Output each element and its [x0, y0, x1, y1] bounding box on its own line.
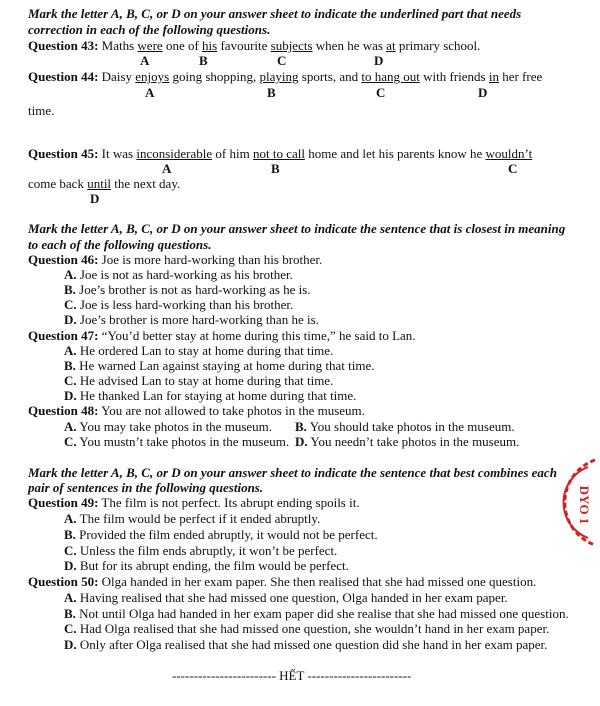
section1-instruction-line2: correction in each of the following questions. [28, 22, 271, 37]
question-44-continuation: time. [28, 103, 55, 118]
option-d: D. You needn’t take photos in the museum. [295, 434, 520, 449]
option-d: D. But for its abrupt ending, the film would be perfect. [64, 558, 349, 573]
option-c: C. Joe is less hard-working than his brother. [64, 297, 294, 312]
question-label: Question 46: [28, 252, 99, 267]
option-c: C. You mustn’t take photos in the museum. [64, 434, 290, 449]
question-50: Question 50: Olga handed in her exam paper. She then realised that she had missed one question. [28, 574, 537, 589]
option-a-underlined: inconsiderable [136, 146, 213, 161]
question-label: Question 44: [28, 69, 99, 84]
option-b-underlined: not to call [252, 146, 305, 161]
option-d-underlined: at [386, 38, 396, 53]
question-label: Question 45: [28, 146, 99, 161]
footer-end-marker: ------------------------ HẾT ------------------------ [172, 668, 412, 683]
letter-b: B [267, 85, 276, 100]
option-a: A. Having realised that she had missed one question, Olga handed in her exam paper. [64, 590, 508, 605]
question-label: Question 48: [28, 403, 99, 418]
letter-a: A [162, 161, 172, 176]
red-stamp [540, 455, 600, 550]
letter-b: B [271, 161, 280, 176]
option-a: A. He ordered Lan to stay at home during that time. [64, 343, 334, 358]
question-label: Question 47: [28, 328, 99, 343]
option-a: A. You may take photos in the museum. [64, 419, 273, 434]
option-b: B. Provided the film ended abruptly, it would not be perfect. [64, 527, 378, 542]
option-d-underlined: in [488, 69, 499, 84]
option-b: B. He warned Lan against staying at home during that time. [64, 358, 375, 373]
option-b: B. You should take photos in the museum. [295, 419, 515, 434]
option-d-underlined: until [87, 176, 112, 191]
question-47: Question 47: “You’d better stay at home during this time,” he said to Lan. [28, 328, 416, 343]
option-d: D. Only after Olga realised that she had missed one question did she hand in her exam paper. [64, 637, 548, 652]
stamp-text: DYO 1 [577, 485, 592, 525]
section3-instruction-line1: Mark the letter A, B, C, or D on your answer sheet to indicate the sentence that best combines each [28, 465, 557, 480]
letter-d: D [90, 191, 100, 206]
question-label: Question 50: [28, 574, 99, 589]
option-b: B. Not until Olga had handed in her exam paper did she realise that she had missed one question. [64, 606, 569, 621]
option-c-underlined: to hang out [361, 69, 420, 84]
question-46: Question 46: Joe is more hard-working than his brother. [28, 252, 323, 267]
option-d: D. Joe’s brother is more hard-working than he is. [64, 312, 319, 327]
question-label: Question 43: [28, 38, 99, 53]
option-d: D. He thanked Lan for staying at home during that time. [64, 388, 357, 403]
section2-instruction-line2: to each of the following questions. [28, 237, 212, 252]
question-label: Question 49: [28, 495, 99, 510]
question-43: Question 43: Maths were one of his favourite subjects when he was at primary school. [28, 38, 481, 53]
section3-instruction-line2: pair of sentences in the following questions. [28, 480, 264, 495]
letter-a: A [140, 53, 150, 68]
letter-c: C [508, 161, 518, 176]
question-48: Question 48: You are not allowed to take photos in the museum. [28, 403, 365, 418]
question-45: Question 45: It was inconsiderable of him not to call home and let his parents know he wouldn’t [28, 146, 533, 161]
letter-c: C [376, 85, 386, 100]
option-a-underlined: were [137, 38, 163, 53]
letter-a: A [145, 85, 155, 100]
question-49: Question 49: The film is not perfect. Its abrupt ending spoils it. [28, 495, 360, 510]
letter-b: B [199, 53, 208, 68]
option-c: C. He advised Lan to stay at home during that time. [64, 373, 334, 388]
option-a-underlined: enjoys [135, 69, 170, 84]
option-c: C. Had Olga realised that she had missed one question, she wouldn’t hand in her exam paper. [64, 621, 550, 636]
option-b: B. Joe’s brother is not as hard-working as he is. [64, 282, 311, 297]
section1-instruction-line1: Mark the letter A, B, C, or D on your answer sheet to indicate the underlined part that needs [28, 6, 522, 21]
option-c: C. Unless the film ends abruptly, it won’t be perfect. [64, 543, 338, 558]
section2-instruction-line1: Mark the letter A, B, C, or D on your answer sheet to indicate the sentence that is closest in meaning [28, 221, 566, 236]
letter-c: C [277, 53, 287, 68]
question-44: Question 44: Daisy enjoys going shopping, playing sports, and to hang out with friends in her free [28, 69, 543, 84]
option-c-underlined: wouldn’t [485, 146, 533, 161]
letter-d: D [374, 53, 384, 68]
option-a: A. Joe is not as hard-working as his brother. [64, 267, 293, 282]
option-c-underlined: subjects [270, 38, 313, 53]
option-b-underlined: his [202, 38, 218, 53]
option-a: A. The film would be perfect if it ended abruptly. [64, 511, 321, 526]
option-b-underlined: playing [259, 69, 299, 84]
question-45-continuation: come back until the next day. [28, 176, 181, 191]
letter-d: D [478, 85, 488, 100]
